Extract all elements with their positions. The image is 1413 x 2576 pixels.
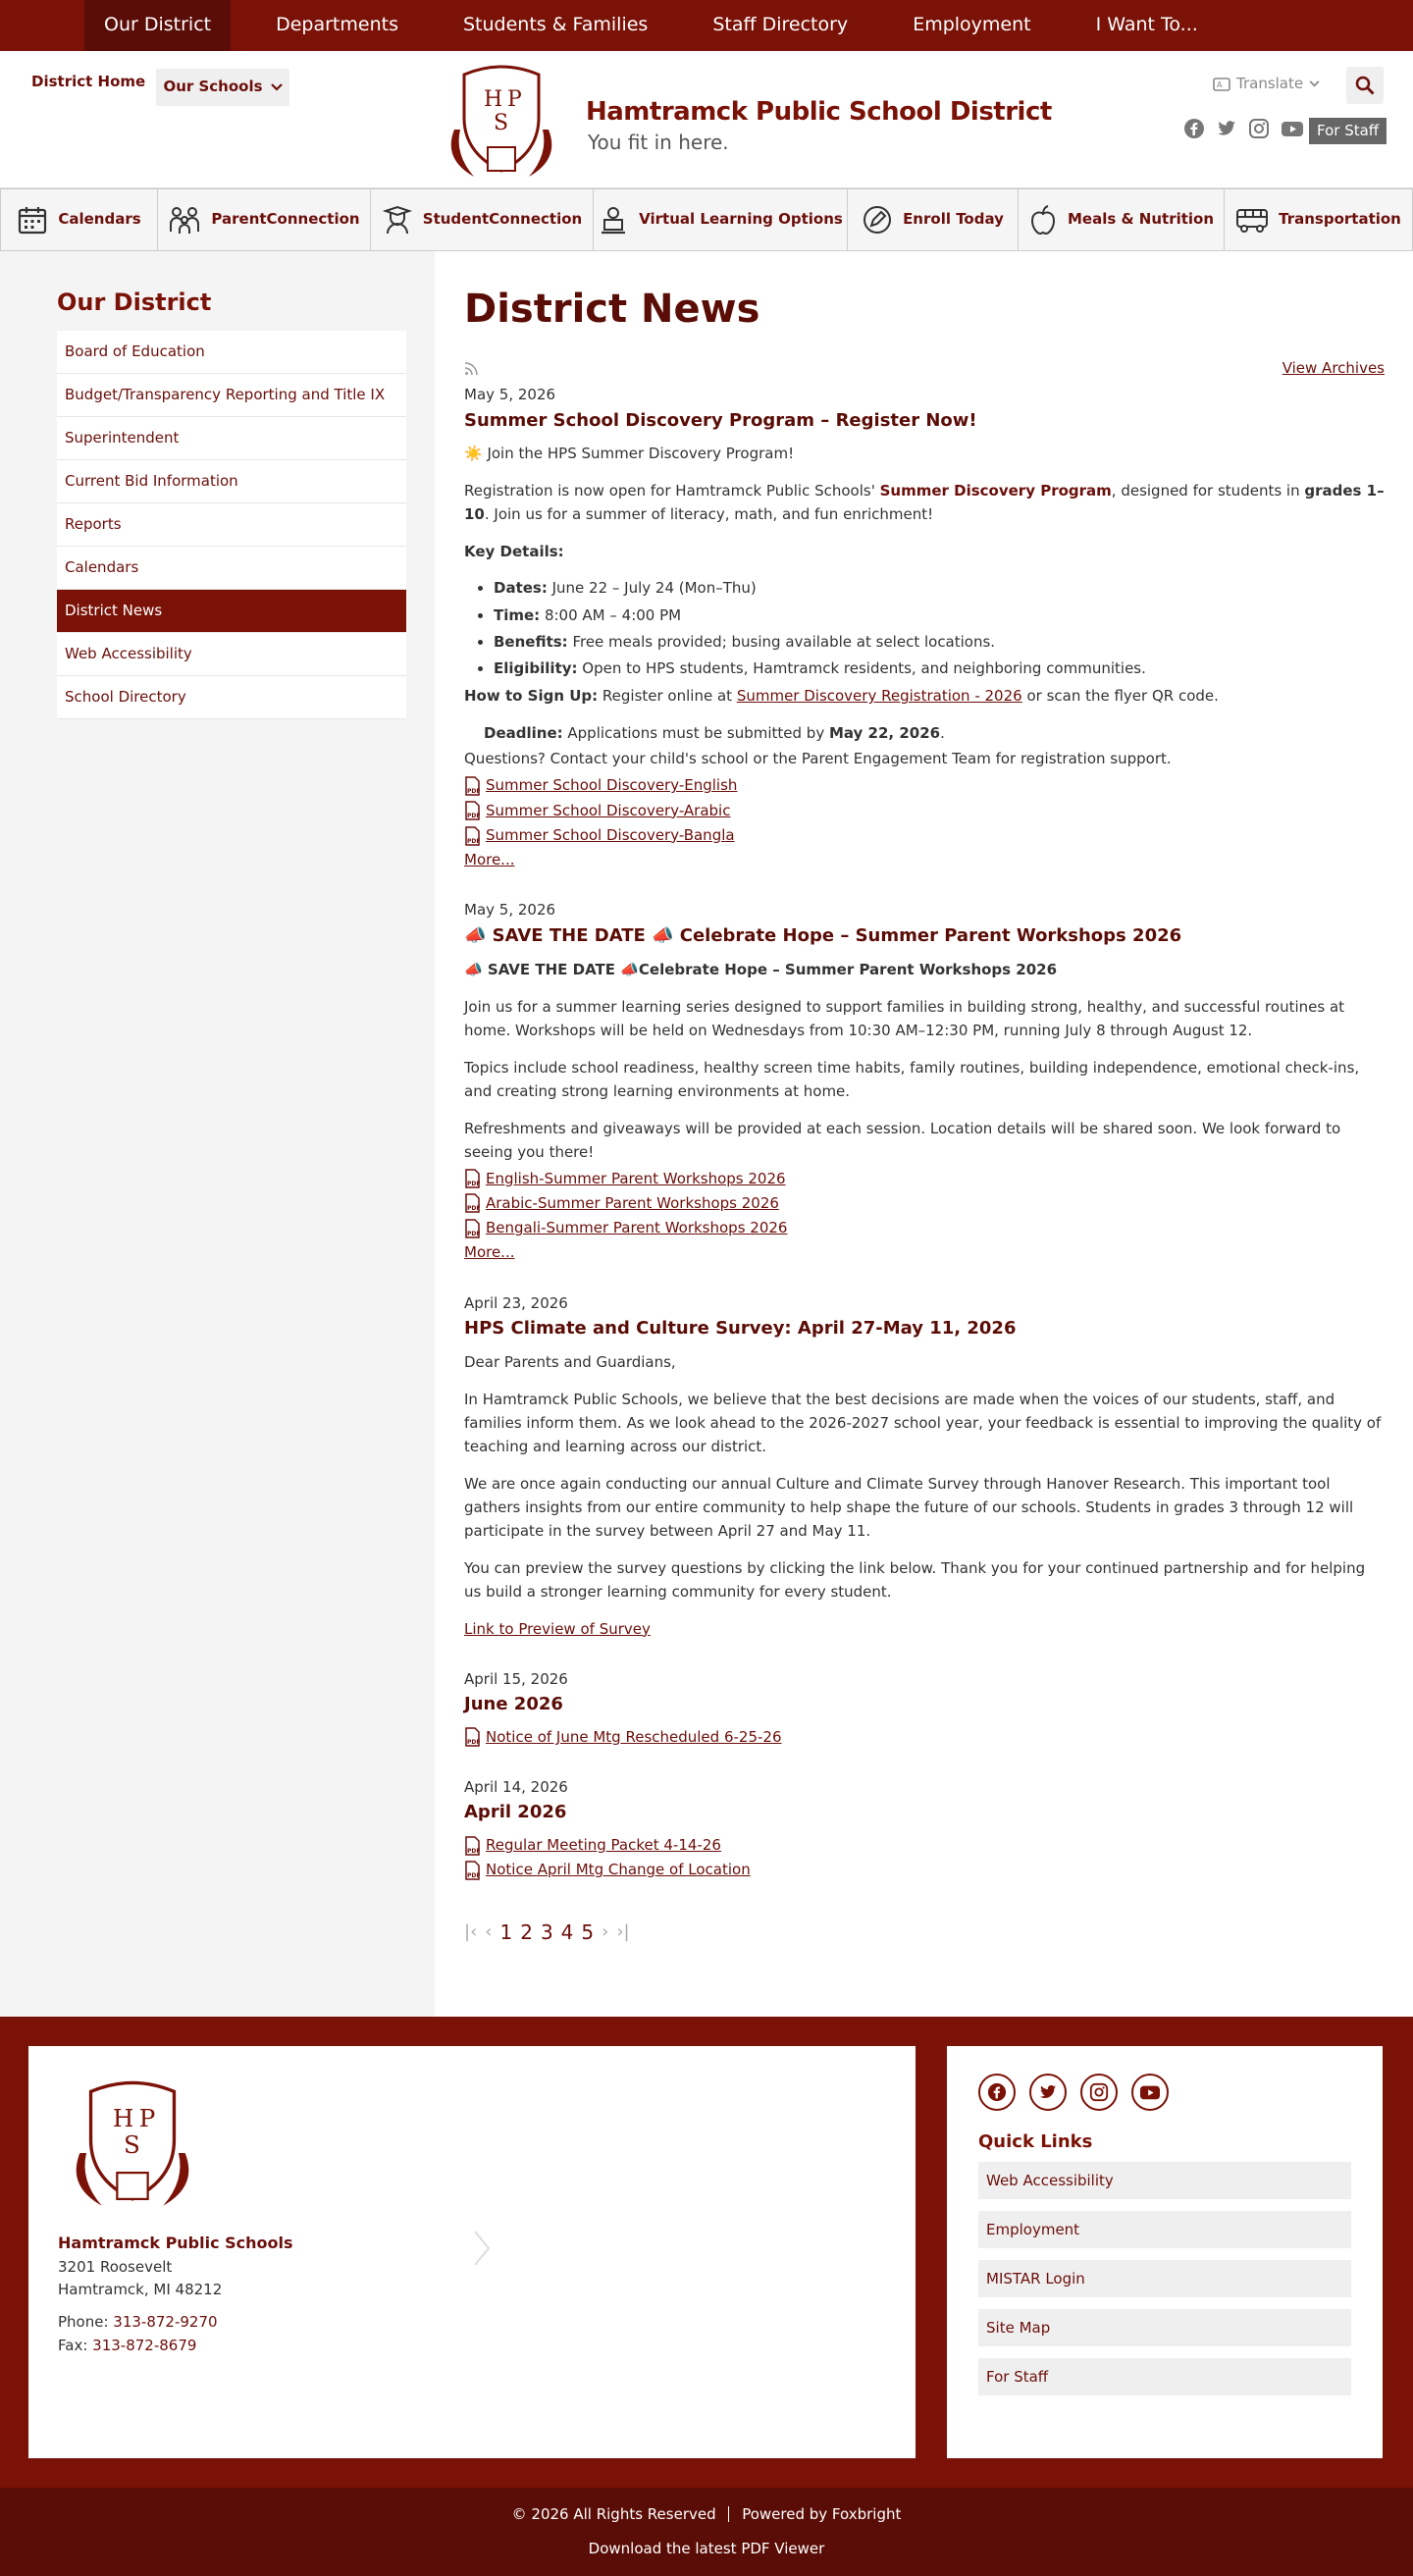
quicknav-virtual-learning[interactable] <box>594 189 848 250</box>
pdf-icon <box>464 1169 482 1188</box>
topnav-employment[interactable]: Employment <box>913 14 1031 36</box>
summer-discovery-program-link[interactable]: Summer Discovery Program <box>879 482 1112 500</box>
topnav-i-want-to[interactable]: I Want To... <box>1095 14 1198 36</box>
svg-text:S: S <box>124 2129 140 2159</box>
quicknav-studentconnection[interactable] <box>371 189 594 250</box>
copyright-line: © 2026 All Rights Reserved Powered by Foxbright <box>511 2504 902 2523</box>
sidebar-item-current-bid[interactable]: Current Bid Information <box>57 460 406 503</box>
sign-up-line: How to Sign Up: Register online at Summer Discovery Registration - 2026 or scan the flyer QR code. <box>464 687 1219 706</box>
facebook-button[interactable] <box>978 2074 1016 2111</box>
sidebar-item-web-accessibility[interactable]: Web Accessibility <box>57 633 406 676</box>
svg-text:S: S <box>494 111 509 135</box>
translate-label: Translate <box>1236 75 1304 92</box>
page-link[interactable]: 1 <box>499 1919 513 1944</box>
youtube-icon[interactable] <box>1281 118 1304 139</box>
sidebar <box>0 251 435 2017</box>
instagram-icon <box>1089 2082 1109 2102</box>
article-title[interactable]: HPS Climate and Culture Survey: April 27-May 11, 2026 <box>464 1317 1017 1339</box>
footer-address-1: 3201 Roosevelt <box>58 2257 173 2276</box>
pdf-icon <box>464 1219 482 1238</box>
quicknav-calendars[interactable] <box>0 189 158 250</box>
facebook-icon <box>987 2082 1007 2102</box>
article-date: May 5, 2026 <box>464 901 556 920</box>
quicknav-label: Enroll Today <box>903 210 1004 229</box>
chevron-down-icon <box>271 83 283 91</box>
svg-text:PDF: PDF <box>467 1205 481 1213</box>
svg-text:PDF: PDF <box>467 1872 481 1880</box>
svg-text:PDF: PDF <box>467 1739 481 1747</box>
list-item: • Dates: June 22 – July 24 (Mon–Thu) <box>494 577 1385 600</box>
article-title[interactable]: 📣 SAVE THE DATE 📣 Celebrate Hope – Summer Parent Workshops 2026 <box>464 924 1182 946</box>
registration-link[interactable]: Summer Discovery Registration - 2026 <box>736 687 1022 706</box>
quicknav-label: Calendars <box>58 210 141 229</box>
pdf-icon <box>464 1193 482 1213</box>
svg-text:PDF: PDF <box>467 837 481 845</box>
sidebar-item-reports[interactable]: Reports <box>57 503 406 547</box>
attachment <box>464 824 1385 847</box>
quick-nav-bar <box>0 188 1413 251</box>
topnav-our-district[interactable]: Our District <box>84 0 231 51</box>
foxbright-link[interactable]: Foxbright <box>831 2504 902 2523</box>
attachment-link[interactable]: Notice April Mtg Change of Location <box>486 1861 751 1879</box>
questions-line: Questions? Contact your child's school or the Parent Engagement Team for registration support. <box>464 750 1172 768</box>
bus-icon <box>1235 205 1269 235</box>
svg-text:PDF: PDF <box>467 788 481 796</box>
list-item: • Benefits: Free meals provided; busing available at select locations. <box>494 631 1385 654</box>
article-date: April 15, 2026 <box>464 1669 568 1688</box>
content-area <box>435 251 1413 2017</box>
page-link[interactable]: 5 <box>581 1919 595 1944</box>
more-link[interactable]: More... <box>464 851 515 869</box>
quick-links-title: Quick Links <box>978 2130 1093 2152</box>
quick-link-employment[interactable]: Employment <box>978 2211 1351 2248</box>
quick-link-site-map[interactable]: Site Map <box>978 2309 1351 2346</box>
svg-text:P: P <box>138 2103 156 2132</box>
quick-link-mistar-login[interactable]: MISTAR Login <box>978 2260 1351 2297</box>
pdf-icon <box>464 1727 482 1747</box>
key-details-label: Key Details: <box>464 543 564 561</box>
article-date: April 14, 2026 <box>464 1778 568 1797</box>
svg-text:P: P <box>507 87 522 112</box>
pdf-icon <box>464 1861 482 1880</box>
attachment-link[interactable]: English-Summer Parent Workshops 2026 <box>486 1169 786 1187</box>
quicknav-label: StudentConnection <box>422 210 583 229</box>
article-paragraph: Topics include school readiness, healthy screen time habits, family routines, building independence, emotional check-ins, and creating strong learning environments at home. <box>464 1058 1360 1100</box>
search-icon <box>1355 76 1375 95</box>
sidebar-item-budget-transparency[interactable]: Budget/Transparency Reporting and Title IX <box>57 374 406 417</box>
pen-icon <box>862 204 893 236</box>
twitter-icon <box>1038 2082 1058 2102</box>
pdf-viewer-link[interactable]: Download the latest PDF Viewer <box>588 2539 825 2557</box>
quicknav-transportation[interactable] <box>1225 189 1413 250</box>
survey-preview-link[interactable]: Link to Preview of Survey <box>464 1619 651 1638</box>
attachment <box>464 774 1385 797</box>
sidebar-item-school-directory[interactable]: School Directory <box>57 676 406 719</box>
news-article <box>464 1668 1385 1749</box>
attachment <box>464 1859 1385 1881</box>
article-paragraph: We are once again conducting our annual Culture and Climate Survey through Hanover Research. This important tool gathers insights from our entire community to help shape the future of our schools. Students in grades 3 through 12 will participate in the survey between April 27 and May 11. <box>464 1474 1354 1540</box>
svg-text:A: A <box>1217 79 1223 89</box>
pagination <box>464 1918 1385 1948</box>
laptop-icon <box>598 204 629 236</box>
news-article <box>464 899 1385 1264</box>
bottom-bar <box>0 2488 1413 2576</box>
article-date: May 5, 2026 <box>464 386 556 404</box>
pdf-icon <box>464 776 482 796</box>
footer-fax: Fax: 313-872-8679 <box>58 2336 197 2354</box>
search-button[interactable] <box>1346 67 1384 104</box>
news-article <box>464 1292 1385 1641</box>
site-title[interactable]: Hamtramck Public School District <box>586 97 1052 127</box>
attachment-link[interactable]: Summer School Discovery-Arabic <box>486 801 731 819</box>
quicknav-enroll-today[interactable] <box>848 189 1019 250</box>
sidebar-item-superintendent[interactable]: Superintendent <box>57 417 406 460</box>
article-paragraph: Registration is now open for Hamtramck Public Schools' Summer Discovery Program, designed for students in grades 1–10. Join us for a summer of literacy, math, and fun enrichment! <box>464 482 1385 524</box>
article-title[interactable]: April 2026 <box>464 1802 567 1823</box>
page-link[interactable]: 2 <box>520 1919 533 1944</box>
copyright-text: © 2026 All Rights Reserved <box>511 2504 716 2523</box>
quicknav-label: Virtual Learning Options <box>639 210 843 229</box>
article-paragraph: You can preview the survey questions by clicking the link below. Thank you for your continued partnership and for helping us build a stronger learning community for every student. <box>464 1558 1366 1601</box>
attachment <box>464 1192 1385 1215</box>
attachment <box>464 1168 1385 1190</box>
family-icon <box>168 204 201 236</box>
article-title[interactable]: Summer School Discovery Program – Register Now! <box>464 409 977 431</box>
footer-org-name: Hamtramck Public Schools <box>58 2233 293 2252</box>
footer-phone: Phone: 313-872-9270 <box>58 2313 218 2332</box>
attachment-link[interactable]: Summer School Discovery-Bangla <box>486 825 735 844</box>
quicknav-label: Transportation <box>1279 210 1401 229</box>
svg-text:PDF: PDF <box>467 1230 481 1237</box>
quicknav-label: ParentConnection <box>211 210 360 229</box>
site-tagline: You fit in here. <box>588 131 729 154</box>
article-greeting: Dear Parents and Guardians, <box>464 1352 676 1371</box>
deadline-line: Deadline: Applications must be submitted by May 22, 2026. <box>484 724 945 743</box>
article-paragraph: Join us for a summer learning series designed to support families in building strong, healthy, and successful routines at home. Workshops will be held on Wednesdays from 10:30 AM–12:30 PM, running July 8 through August 12. <box>464 997 1345 1039</box>
phone-link[interactable]: 313-872-9270 <box>113 2313 218 2332</box>
footer-social-links <box>978 2074 1351 2111</box>
sidebar-item-board-of-education[interactable]: Board of Education <box>57 331 406 374</box>
footer <box>0 2017 1413 2488</box>
svg-text:PDF: PDF <box>467 1847 481 1855</box>
footer-contact-panel <box>28 2046 916 2458</box>
twitter-button[interactable] <box>1029 2074 1067 2111</box>
attachment-link[interactable]: Regular Meeting Packet 4-14-26 <box>486 1836 721 1855</box>
news-article <box>464 1776 1385 1882</box>
svg-text:PDF: PDF <box>467 1181 481 1188</box>
attachment <box>464 1726 1385 1749</box>
prev-page-icon[interactable]: ‹ <box>485 1921 493 1943</box>
attachment-link[interactable]: Summer School Discovery-English <box>486 776 738 795</box>
attachment <box>464 1834 1385 1857</box>
page-link[interactable]: 4 <box>560 1919 574 1944</box>
list-item: • Time: 8:00 AM – 4:00 PM <box>494 605 1385 627</box>
chevron-down-icon <box>1309 80 1320 87</box>
topnav-staff-directory[interactable]: Staff Directory <box>712 14 849 36</box>
facebook-icon[interactable] <box>1183 118 1205 139</box>
footer-links-panel <box>947 2046 1383 2458</box>
article-paragraph: In Hamtramck Public Schools, we believe that the best decisions are made when the voices of our students, staff, and families inform them. As we look ahead to the 2026-2027 school year, your feedback is essential to improving the quality of teaching and learning across our district. <box>464 1390 1382 1455</box>
youtube-button[interactable] <box>1131 2074 1169 2111</box>
article-title[interactable]: June 2026 <box>464 1693 563 1714</box>
pdf-icon <box>464 1836 482 1856</box>
attachment-link[interactable]: Arabic-Summer Parent Workshops 2026 <box>486 1193 779 1212</box>
article-date: April 23, 2026 <box>464 1293 568 1312</box>
twitter-icon[interactable] <box>1216 118 1237 139</box>
calendar-icon <box>17 204 48 236</box>
topnav-students-families[interactable]: Students & Families <box>462 14 649 36</box>
article-paragraph: Refreshments and giveaways will be provided at each session. Location details will be shared soon. We look forward to seeing you there! <box>464 1119 1341 1161</box>
quicknav-parentconnection[interactable] <box>158 189 371 250</box>
attachment <box>464 800 1385 822</box>
top-nav <box>0 0 1413 51</box>
footer-address-2: Hamtramck, MI 48212 <box>58 2281 223 2298</box>
article-subtitle: 📣 SAVE THE DATE 📣Celebrate Hope – Summer Parent Workshops 2026 <box>464 960 1058 978</box>
for-staff-button[interactable]: For Staff <box>1309 118 1387 144</box>
svg-text:H: H <box>112 2103 134 2132</box>
pdf-icon <box>464 826 482 846</box>
youtube-icon <box>1139 2082 1161 2102</box>
instagram-icon[interactable] <box>1248 118 1270 139</box>
svg-text:H: H <box>484 87 503 112</box>
page-title: District News <box>464 287 760 332</box>
quick-link-web-accessibility[interactable]: Web Accessibility <box>978 2162 1351 2199</box>
article-intro: ☀️ Join the HPS Summer Discovery Program! <box>464 445 795 463</box>
fax-link[interactable]: 313-872-8679 <box>92 2336 197 2354</box>
pdf-icon <box>464 801 482 820</box>
news-article <box>464 384 1385 871</box>
quicknav-meals-nutrition[interactable] <box>1019 189 1225 250</box>
translate-icon <box>1213 78 1230 91</box>
attachment-link[interactable]: Notice of June Mtg Rescheduled 6-25-26 <box>486 1727 782 1746</box>
hps-logo[interactable] <box>435 61 568 183</box>
main-area <box>0 251 1413 2017</box>
sidebar-item-district-news[interactable]: District News <box>57 590 406 633</box>
our-schools-label: Our Schools <box>163 78 263 96</box>
chevron-right-icon[interactable] <box>472 2229 492 2268</box>
apple-icon <box>1028 204 1058 236</box>
our-schools-dropdown[interactable] <box>156 69 289 106</box>
more-link[interactable]: More... <box>464 1243 515 1262</box>
next-page-icon[interactable]: › <box>602 1921 609 1943</box>
page-link[interactable]: 3 <box>540 1919 553 1944</box>
footer-logo[interactable] <box>58 2076 207 2213</box>
student-icon <box>382 204 413 236</box>
key-details-list <box>494 577 1385 680</box>
rss-icon[interactable] <box>464 362 478 376</box>
quicknav-label: Meals & Nutrition <box>1067 210 1215 229</box>
header-social-links <box>1183 118 1304 139</box>
view-archives-link[interactable]: View Archives <box>1282 359 1385 377</box>
topnav-departments[interactable]: Departments <box>276 14 398 36</box>
instagram-button[interactable] <box>1080 2074 1118 2111</box>
svg-text:PDF: PDF <box>467 813 481 820</box>
last-page-icon[interactable]: ›| <box>616 1921 630 1943</box>
sidebar-title: Our District <box>57 289 212 316</box>
site-header <box>0 51 1413 188</box>
translate-dropdown[interactable] <box>1213 73 1320 95</box>
first-page-icon[interactable]: |‹ <box>464 1921 478 1943</box>
quick-link-for-staff[interactable]: For Staff <box>978 2358 1351 2395</box>
district-home-link[interactable]: District Home <box>31 73 146 90</box>
sidebar-item-calendars[interactable]: Calendars <box>57 547 406 590</box>
attachment-link[interactable]: Bengali-Summer Parent Workshops 2026 <box>486 1219 788 1237</box>
attachment <box>464 1217 1385 1239</box>
list-item: • Eligibility: Open to HPS students, Hamtramck residents, and neighboring communities. <box>494 657 1385 680</box>
